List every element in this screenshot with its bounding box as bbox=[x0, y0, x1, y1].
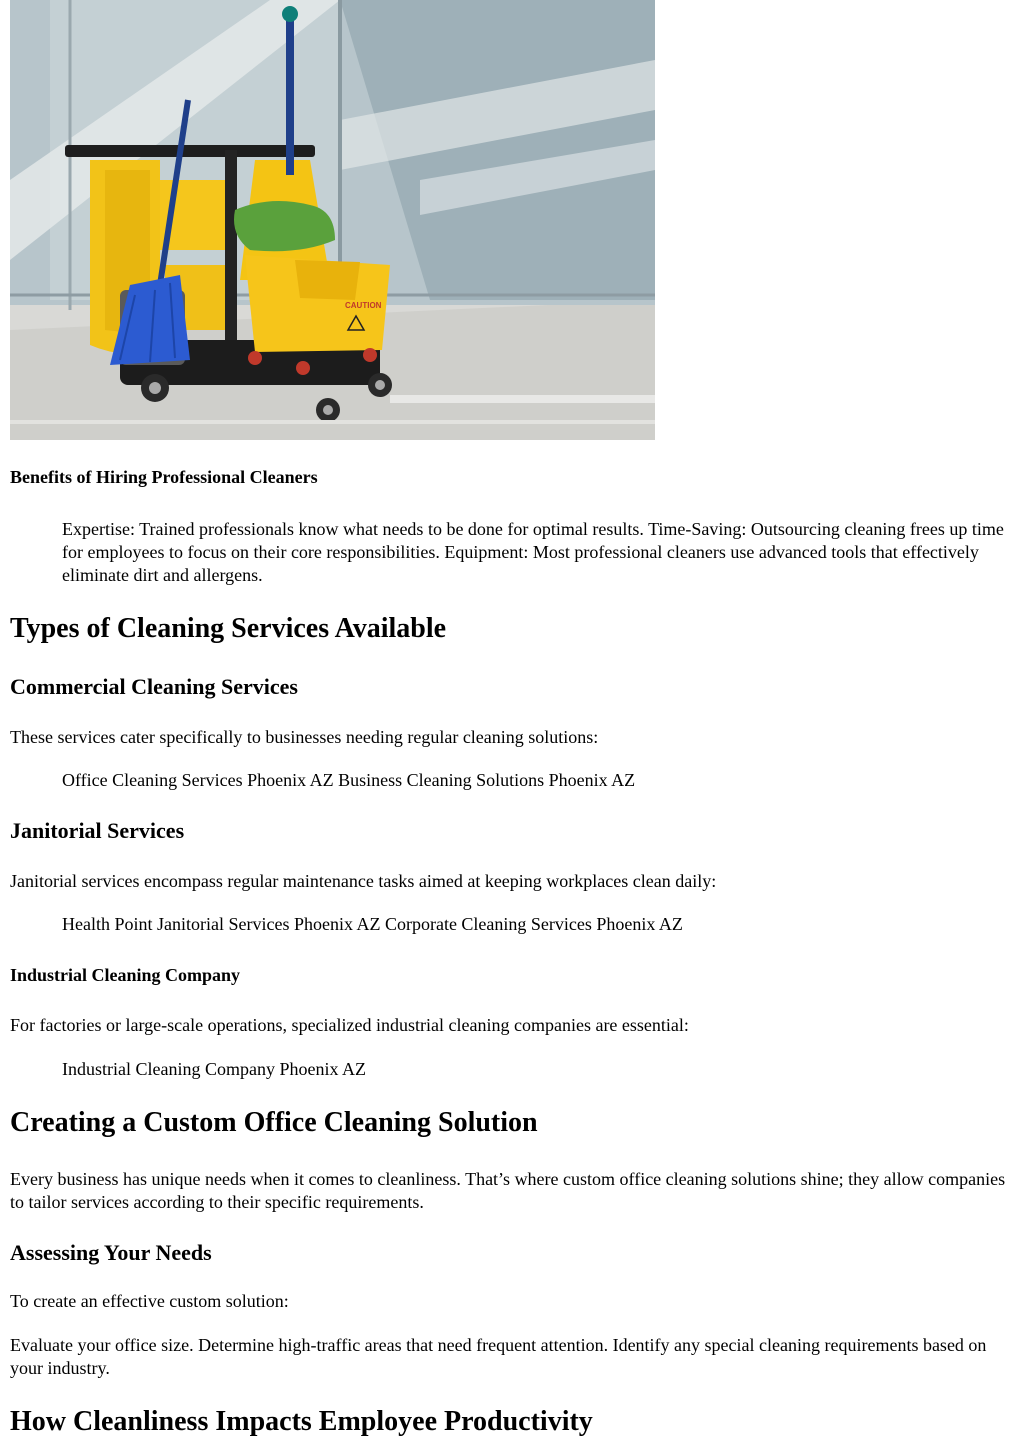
benefits-list: Expertise: Trained professionals know what needs to be done for optimal results. Time-Saving: Outsourcing cleaning frees up time for employees to focus on their core responsibilities. Equipment: Most professional cleaners use advanced tools that effectively eliminate dirt and allergens. bbox=[62, 519, 1004, 585]
caution-label: CAUTION bbox=[345, 301, 382, 310]
productivity-heading: How Cleanliness Impacts Employee Productivity bbox=[10, 1406, 593, 1437]
janitorial-list: Health Point Janitorial Services Phoenix AZ Corporate Cleaning Services Phoenix AZ bbox=[62, 914, 683, 934]
industrial-list: Industrial Cleaning Company Phoenix AZ bbox=[62, 1059, 366, 1079]
industrial-intro: For factories or large-scale operations, specialized industrial cleaning companies are essential: bbox=[10, 1015, 689, 1035]
commercial-intro: These services cater specifically to businesses needing regular cleaning solutions: bbox=[10, 727, 599, 747]
assessing-list: Evaluate your office size. Determine high-traffic areas that need frequent attention. Identify any special cleaning requirements based on your industry. bbox=[10, 1335, 987, 1378]
janitorial-intro: Janitorial services encompass regular maintenance tasks aimed at keeping workplaces clean daily: bbox=[10, 871, 717, 891]
assessing-heading: Assessing Your Needs bbox=[10, 1240, 212, 1265]
janitorial-heading: Janitorial Services bbox=[10, 818, 185, 843]
benefits-heading: Benefits of Hiring Professional Cleaners bbox=[10, 467, 318, 487]
industrial-heading: Industrial Cleaning Company bbox=[10, 965, 241, 985]
types-heading: Types of Cleaning Services Available bbox=[10, 613, 447, 644]
janitor-cart-photo bbox=[10, 0, 655, 440]
custom-heading: Creating a Custom Office Cleaning Solution bbox=[10, 1107, 538, 1138]
custom-intro: Every business has unique needs when it comes to cleanliness. That’s where custom office cleaning solutions shine; they allow companies to tailor services according to their specific requirements. bbox=[10, 1169, 1006, 1212]
commercial-list: Office Cleaning Services Phoenix AZ Business Cleaning Solutions Phoenix AZ bbox=[62, 770, 636, 790]
commercial-heading: Commercial Cleaning Services bbox=[10, 674, 298, 699]
assessing-intro: To create an effective custom solution: bbox=[10, 1291, 289, 1311]
